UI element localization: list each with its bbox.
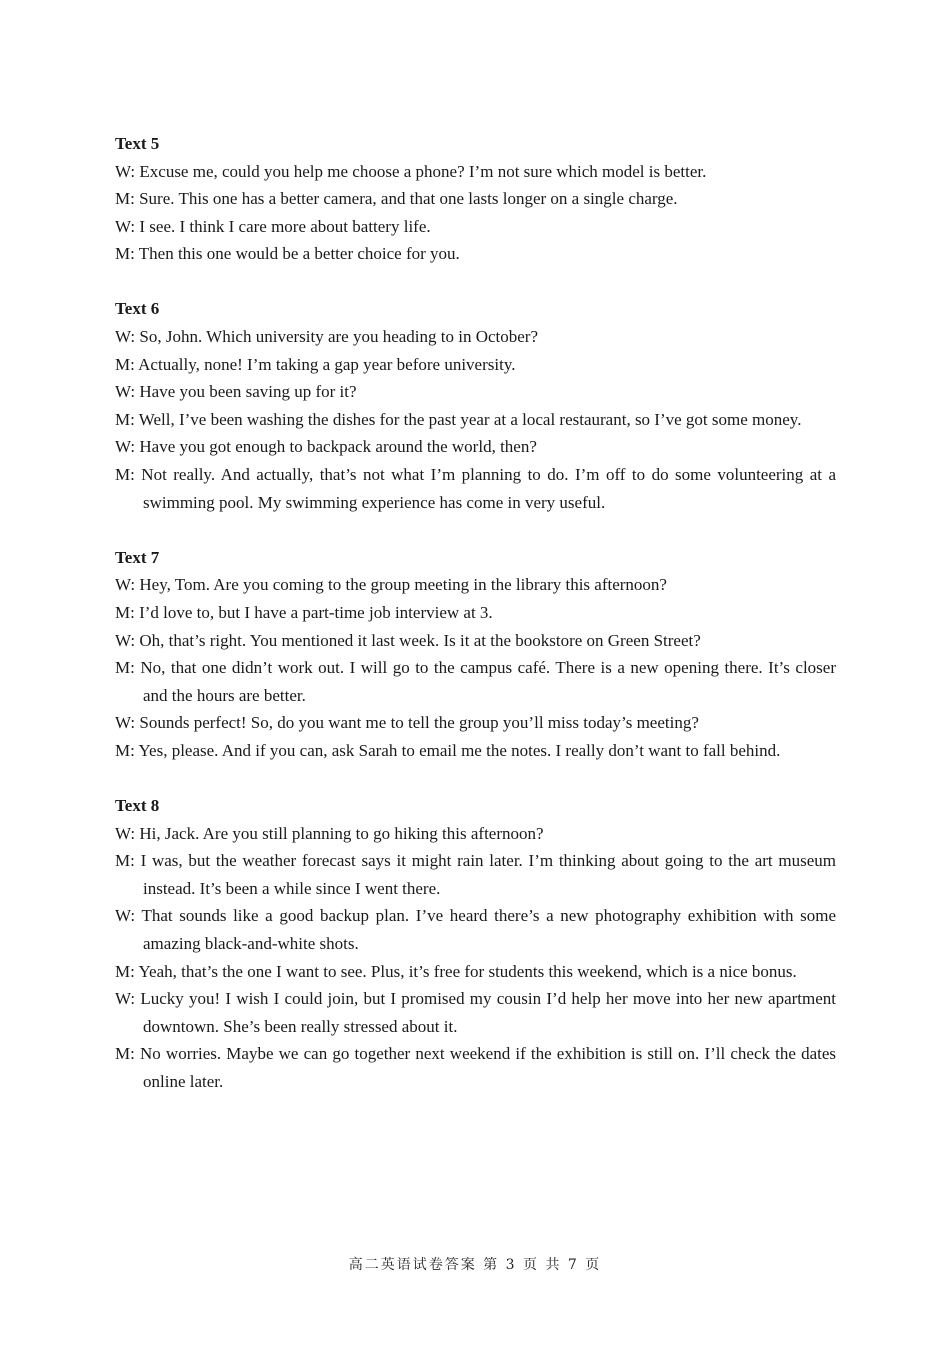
dialogue-line: W: Hey, Tom. Are you coming to the group meeting in the library this afternoon?	[115, 575, 667, 595]
dialogue-line: M: Yeah, that’s the one I want to see. Plus, it’s free for students this weekend, which is a nice bonus.	[115, 961, 797, 981]
dialogue-line: M: Well, I’ve been washing the dishes for the past year at a local restaurant, so I’ve got some money.	[115, 409, 802, 429]
dialogue-line: W: Have you got enough to backpack around the world, then?	[115, 437, 537, 457]
text-6-section	[115, 295, 836, 516]
dialogue-line: M: Sure. This one has a better camera, and that one lasts longer on a single charge.	[115, 189, 678, 209]
text-8-section	[115, 792, 836, 1096]
dialogue-line: M: No, that one didn’t work out. I will go to the campus café. There is a new opening there. It’s closer and the hours are better.	[115, 658, 836, 705]
dialogue-line: W: I see. I think I care more about battery life.	[115, 216, 431, 236]
section-title: Text 5	[115, 134, 160, 153]
text-7-section	[115, 544, 836, 765]
dialogue-line: W: So, John. Which university are you heading to in October?	[115, 327, 539, 347]
dialogue-line: W: Hi, Jack. Are you still planning to go hiking this afternoon?	[115, 823, 544, 843]
dialogue-line: W: Oh, that’s right. You mentioned it last week. Is it at the bookstore on Green Street?	[115, 630, 701, 650]
dialogue-line: W: That sounds like a good backup plan. I’ve heard there’s a new photography exhibition with some amazing black-and-white shots.	[115, 906, 836, 953]
dialogue-line: W: Lucky you! I wish I could join, but I promised my cousin I’d help her move into her new apartment downtown. She’s been really stressed about it.	[115, 989, 836, 1036]
dialogue-line: M: Actually, none! I’m taking a gap year before university.	[115, 354, 516, 374]
text-5-section	[115, 130, 836, 268]
section-title: Text 7	[115, 547, 160, 567]
section-title: Text 8	[115, 795, 160, 815]
dialogue-line: W: Excuse me, could you help me choose a phone? I’m not sure which model is better.	[115, 161, 707, 181]
dialogue-line: W: Sounds perfect! So, do you want me to tell the group you’ll miss today’s meeting?	[115, 713, 699, 733]
page-footer: 高二英语试卷答案 第 3 页 共 7 页	[348, 1257, 602, 1273]
dialogue-line: W: Have you been saving up for it?	[115, 382, 357, 402]
dialogue-line: M: Yes, please. And if you can, ask Sarah to email me the notes. I really don’t want to fall behind.	[115, 740, 781, 760]
document-page	[115, 130, 836, 1123]
section-title: Text 6	[115, 299, 160, 319]
dialogue-line: M: Then this one would be a better choice for you.	[115, 244, 460, 264]
dialogue-line: M: Not really. And actually, that’s not what I’m planning to do. I’m off to do some volunteering at a swimming pool. My swimming experience has come in very useful.	[115, 465, 836, 512]
dialogue-line: M: I was, but the weather forecast says it might rain later. I’m thinking about going to the art museum instead. It’s been a while since I went there.	[115, 851, 836, 898]
dialogue-line: M: No worries. Maybe we can go together next weekend if the exhibition is still on. I’ll check the dates online later.	[115, 1044, 836, 1091]
dialogue-line: M: I’d love to, but I have a part-time job interview at 3.	[115, 602, 493, 622]
